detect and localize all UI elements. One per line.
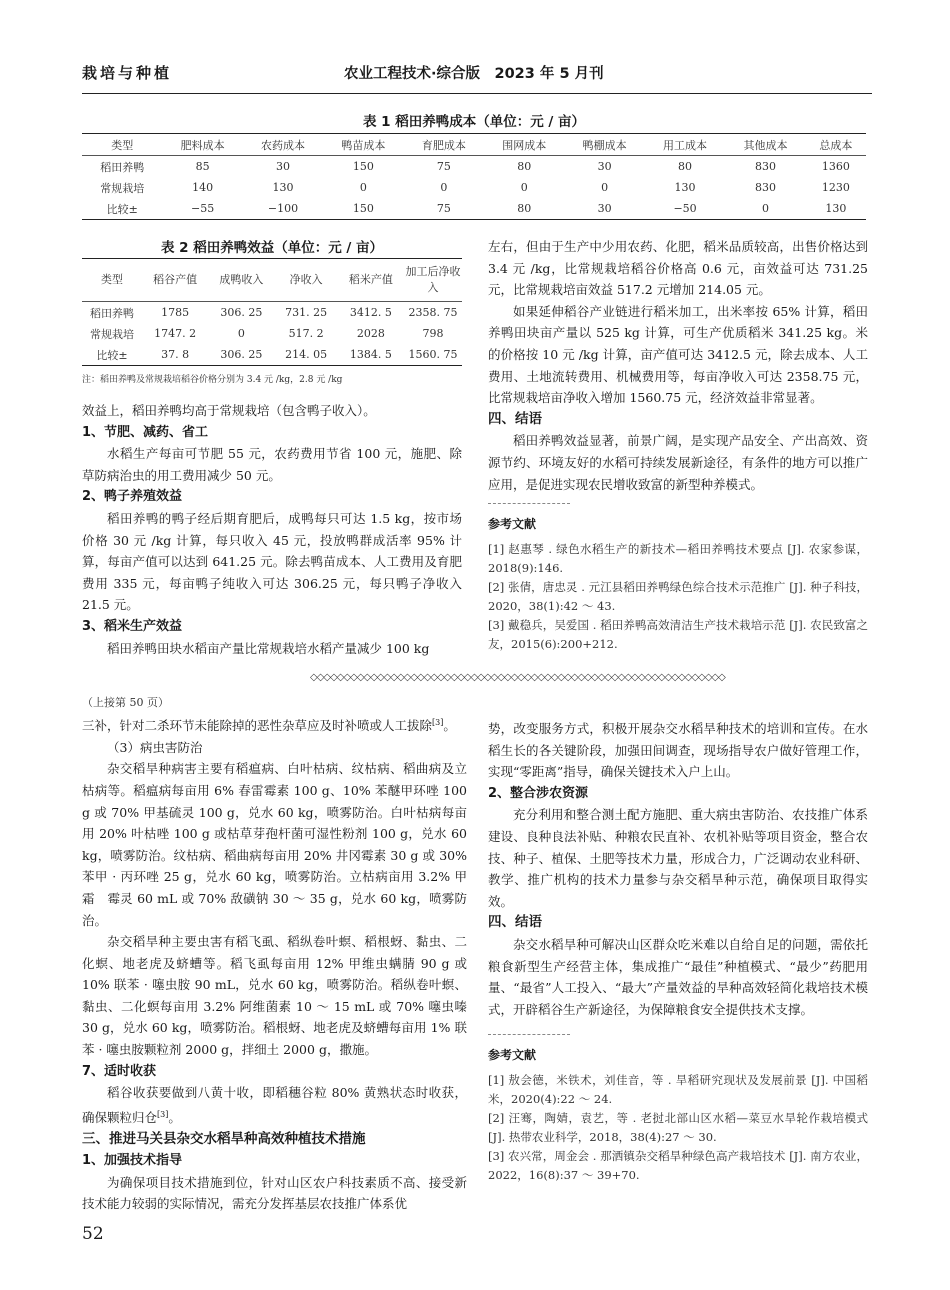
table-cell: 830 — [754, 160, 776, 173]
table1-header: 类型 — [111, 138, 134, 152]
section-heading: 2、鸭子养殖效益 — [82, 489, 183, 505]
section-heading: 四、结语 — [488, 914, 542, 931]
paragraph: 水稻生产每亩可节肥 55 元，农药费用节省 100 元，施肥、除草防病治虫的用工费用减少 50 元。 — [82, 446, 462, 483]
table2-header: 成鸭收入 — [219, 273, 264, 286]
table-cell: 30 — [276, 160, 291, 173]
table-cell: 0 — [440, 181, 448, 194]
paragraph: 稻田养鸭效益显著，前景广阔，是实现产品安全、产出高效、资源节约、环境友好的水稻可持续发展新途径，有条件的地方可以推广应用，是促进实现农民增收致富的新型种养模式。 — [488, 433, 868, 492]
table-cell: 0 — [520, 181, 528, 194]
table-cell: 0 — [237, 327, 245, 340]
table1-caption: 表 1 稻田养鸭成本（单位：元 / 亩） — [362, 114, 586, 130]
paragraph: 左右，但由于生产中少用农药、化肥，稻米品质较高，出售价格达到 3.4 元 /kg，比常规栽培稻谷价格高 0.6 元，亩效益可达 731.25 元，比常规栽培亩效益 517.2 元增加 214.05 元。 — [488, 239, 868, 298]
paragraph: 势，改变服务方式，积极开展杂交水稻旱种技术的培训和宣传。在水稻生长的各关键阶段，加强田间调查，现场指导农户做好管理工作，实现“零距离”指导，确保关键技术入户上山。 — [488, 721, 868, 780]
paragraph: 充分利用和整合测土配方施肥、重大病虫害防治、农技推广体系建设、良种良法补贴、种粮农民直补、农机补贴等项目资金，整合农技、种子、植保、土肥等技术力量，形成合力，广泛调动农业科研、教学、推广机构的技术力量参与杂交稻旱种示范，确保项目取得实效。 — [488, 807, 868, 909]
table-cell: 1785 — [161, 306, 190, 319]
table1-header-row — [82, 134, 866, 156]
table-cell: 517. 2 — [288, 327, 324, 340]
table1-header: 其他成本 — [743, 138, 788, 152]
table-cell: 比较± — [96, 348, 128, 362]
continued-note: （上接第 50 页） — [82, 696, 169, 709]
punctuation: 。 — [443, 718, 456, 734]
table1-header: 围网成本 — [502, 138, 547, 152]
table-cell: 306. 25 — [220, 348, 263, 361]
table2-note: 注：稻田养鸭及常规栽培稻谷价格分别为 3.4 元 /kg，2.8 元 /kg — [82, 375, 343, 385]
table1-header: 鸭棚成本 — [582, 138, 627, 152]
table1-header: 总成本 — [819, 138, 853, 152]
table-cell: 1230 — [821, 181, 850, 194]
paragraph: 如果延伸稻谷产业链进行稻米加工，出米率按 65% 计算，稻田养鸭田块亩产量以 525 kg 计算，可生产优质稻米 341.25 kg。米的价格按 10 元 /kg 计算，亩产值可达 3412.5 元，除去成本、人工费用、土地流转费用、机械费用等，每亩净收入可达 2358.75 元，比常规栽培亩净收入增加 1560.75 元，经济效益非常显著。 — [488, 303, 868, 406]
table2-header: 类型 — [101, 273, 123, 286]
table-cell: 80 — [678, 160, 693, 173]
reference-item: [1] 敖会德，米铁术，刘佳音，等 . 旱稻研究现状及发展前景 [J]. 中国稻米，2020(4):22 ～ 24. — [488, 1072, 868, 1106]
paragraph: 杂交水稻旱种可解决山区群众吃米难以自给自足的问题，需依托粮食新型生产经营主体，集成推广“最佳”种植模式、“最少”药肥用量、“最省”人工投入、“最大”产量效益的旱种高效轻简化栽培技术模式，开辟稻谷生产新途径，为保障粮食安全提供技术支撑。 — [488, 936, 868, 1017]
table-row — [82, 198, 866, 220]
lower-right-column — [488, 718, 868, 1185]
table2 — [82, 258, 462, 366]
table2-header: 稻米产值 — [348, 273, 393, 286]
paragraph: 为确保项目技术措施到位，针对山区农户科技素质不高、接受新技术能力较弱的实际情况，需充分发挥基层农技推广体系优 — [82, 1174, 467, 1212]
table-cell: 0 — [761, 202, 769, 215]
table-cell: 0 — [359, 181, 367, 194]
table1 — [82, 133, 866, 220]
lower-left-column — [82, 694, 467, 1215]
table-cell: −55 — [191, 202, 215, 215]
table1-header: 鸭苗成本 — [341, 138, 386, 152]
subsection-heading: （3）病虫害防治 — [107, 739, 203, 755]
table-cell: 1747. 2 — [154, 327, 197, 340]
table-cell: 306. 25 — [220, 306, 263, 319]
punctuation: 。 — [168, 1110, 181, 1125]
section-heading: 三、推进马关县杂交水稻旱种高效种植技术措施 — [82, 1130, 366, 1147]
table2-header-row — [82, 259, 462, 302]
table-cell: 130 — [825, 202, 847, 215]
journal-title: 农业工程技术·综合版 2023 年 5 月刊 — [344, 66, 604, 82]
table-row — [82, 323, 462, 344]
table-cell: −50 — [673, 202, 697, 215]
table-cell: 85 — [195, 160, 210, 173]
reference-item: [3] 农兴常，周金会 . 那洒镇杂交稻旱种绿色高产栽培技术 [J]. 南方农业，2022，16(8):37 ～ 39+70. — [488, 1148, 868, 1182]
section-heading: 3、稻米生产效益 — [82, 618, 183, 634]
table-cell: 稻田养鸭 — [90, 306, 134, 320]
paragraph: 杂交稻旱种主要虫害有稻飞虱、稻纵卷叶螟、稻根蚜、黏虫、二化螟、地老虎及蛴螬等。稻飞虱每亩用 12% 甲维虫螨腈 90 g 或 10% 联苯 · 噻虫胺 90 mL，兑水 60 kg，喷雾防治。稻纵卷叶螟、黏虫、二化螟每亩用 3.2% 阿维菌素 10 ～ 15 mL 或 70% 噻虫嗪 30 g，兑水 60 kg，喷雾防治。稻根蚜、地老虎及蛴螬每亩用 1% 联苯 · 噻虫胺颗粒剂 2000 g，拌细土 2000 g，撒施。 — [82, 934, 467, 1058]
table-row — [82, 302, 462, 324]
table-cell: 30 — [597, 160, 612, 173]
table2-header: 加工后净收入 — [405, 265, 461, 294]
table-cell: 3412. 5 — [349, 306, 392, 319]
upper-left-column — [82, 400, 462, 659]
paragraph: 稻谷收获要做到八黄十收，即稻穗谷粒 80% 黄熟状态时收获，确保颗粒归仓 — [82, 1085, 467, 1125]
table-cell: 75 — [436, 202, 451, 215]
references-rule — [488, 503, 570, 504]
table-cell: 130 — [674, 181, 696, 194]
table1-header: 用工成本 — [663, 138, 708, 152]
table-row — [82, 177, 866, 198]
references-title: 参考文献 — [488, 517, 537, 532]
paragraph: 稻田养鸭的鸭子经后期育肥后，成鸭每只可达 1.5 kg，按市场价格 30 元 /kg 计算，每只收入 45 元，投放鸭群成活率 95% 计算，每亩产值可以达到 641.25 元。除去鸭苗成本、人工费用及育肥费用 335 元，每亩鸭子纯收入可达 306.25 元，每只鸭子净收入 21.5 元。 — [82, 510, 462, 613]
table-cell: 2358. 75 — [408, 306, 458, 319]
table-cell: 140 — [192, 181, 214, 194]
table-cell: 0 — [601, 181, 609, 194]
table-cell: 1560. 75 — [408, 348, 458, 361]
table1-header: 农药成本 — [261, 138, 306, 152]
reference-item: [2] 张倩，唐忠灵 . 元江县稻田养鸭绿色综合技术示范推广 [J]. 种子科技，2020，38(1):42 ～ 43. — [488, 579, 868, 613]
paragraph: 杂交稻旱种病害主要有稻瘟病、白叶枯病、纹枯病、稻曲病及立枯病等。稻瘟病每亩用 6% 春雷霉素 100 g、10% 苯醚甲环唑 100 g 或 70% 甲基硫灵 100 g，兑水 60 kg，喷雾防治。白叶枯病每亩用 20% 叶枯唑 100 g 或枯草芽孢杆菌可湿性粉剂 100 g，兑水 60 kg，喷雾防治。纹枯病、稻曲病每亩用 20% 井冈霉素 30 g 或 30% 苯甲 · 丙环唑 25 g，兑水 60 kg，喷雾防治。立枯病亩用 3.2% 甲霜 霉灵 60 mL 或 70% 敌磺钠 30 ～ 35 g，兑水 60 kg，喷雾防治。 — [82, 761, 467, 928]
section-heading: 2、整合涉农资源 — [488, 785, 589, 801]
citation: [3] — [157, 1109, 169, 1119]
reference-item: [1] 赵惠琴 . 绿色水稻生产的新技术—稻田养鸭技术要点 [J]. 农家参谋，2018(9):146. — [488, 541, 868, 575]
section-heading: 1、节肥、减药、省工 — [82, 424, 209, 440]
table-row — [82, 344, 462, 366]
table-cell: 80 — [517, 160, 532, 173]
section-heading: 7、适时收获 — [82, 1063, 157, 1079]
table-cell: 80 — [517, 202, 532, 215]
table-cell: 75 — [436, 160, 451, 173]
references-list — [488, 540, 868, 654]
table-cell: 150 — [352, 202, 374, 215]
section-heading: 1、加强技术指导 — [82, 1153, 183, 1169]
table-cell: 稻田养鸭 — [100, 160, 145, 174]
header-rule — [82, 93, 872, 94]
reference-item: [3] 戴稳兵，吴爱国 . 稻田养鸭高效清洁生产技术栽培示范 [J]. 农民致富之友，2015(6):200+212. — [488, 617, 868, 651]
citation: [3] — [432, 718, 444, 727]
section-title: 栽培与种植 — [82, 64, 173, 82]
table-cell: 830 — [754, 181, 776, 194]
paragraph: 稻田养鸭田块水稻亩产量比常规栽培水稻产量减少 100 kg — [107, 640, 430, 656]
paragraph: 三补，针对二杀环节未能除掉的恶性杂草应及时补喷或人工拔除 — [82, 718, 433, 734]
table-cell: 1360 — [821, 160, 850, 173]
table-cell: 798 — [422, 327, 444, 340]
paragraph: 效益上，稻田养鸭均高于常规栽培（包含鸭子收入）。 — [82, 403, 376, 418]
section-divider: ◇◇◇◇◇◇◇◇◇◇◇◇◇◇◇◇◇◇◇◇◇◇◇◇◇◇◇◇◇◇◇◇◇◇◇◇◇◇◇◇◇◇◇◇◇◇◇◇◇◇◇◇◇◇◇◇◇◇◇◇◇◇ — [310, 672, 725, 683]
table1-header: 育肥成本 — [421, 138, 466, 152]
table-cell: −100 — [267, 202, 299, 215]
page-number: 52 — [82, 1224, 104, 1244]
table-cell: 37. 8 — [161, 348, 190, 361]
table-cell: 1384. 5 — [349, 348, 392, 361]
table-cell: 214. 05 — [285, 348, 328, 361]
table2-header: 净收入 — [289, 273, 323, 286]
table-row — [82, 156, 866, 178]
table-cell: 30 — [597, 202, 612, 215]
table-cell: 常规栽培 — [100, 181, 145, 195]
table-cell: 2028 — [356, 327, 385, 340]
section-heading: 四、结语 — [488, 410, 542, 427]
table2-header: 稻谷产值 — [153, 273, 198, 286]
table-cell: 130 — [272, 181, 294, 194]
table-cell: 常规栽培 — [90, 327, 134, 341]
upper-right-column — [488, 236, 868, 654]
table-cell: 比较± — [106, 202, 138, 216]
table1-header: 肥料成本 — [180, 138, 225, 152]
table-cell: 150 — [352, 160, 374, 173]
references-list — [488, 1071, 868, 1185]
references-rule — [488, 1034, 570, 1035]
table-cell: 731. 25 — [285, 306, 328, 319]
table2-caption: 表 2 稻田养鸭效益（单位：元 / 亩） — [160, 240, 384, 256]
references-title: 参考文献 — [488, 1048, 537, 1063]
reference-item: [2] 汪骞，陶婧，袁艺，等 . 老挝北部山区水稻—菜豆水旱轮作栽培模式 [J]. 热带农业科学，2018，38(4):27 ～ 30. — [488, 1110, 868, 1144]
